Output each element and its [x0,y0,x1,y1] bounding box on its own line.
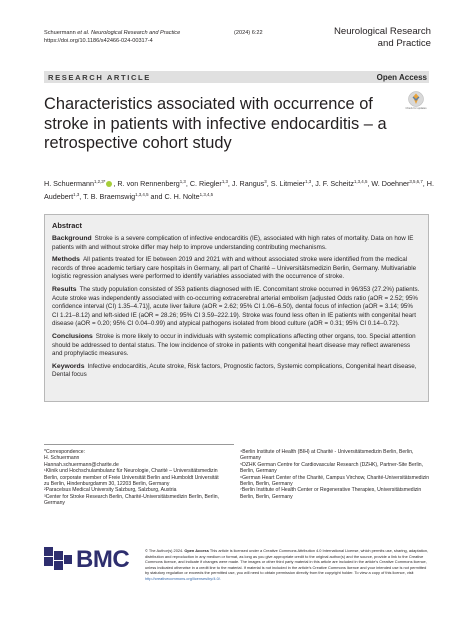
open-access-badge: Open Access [376,72,427,82]
license-text: This article is licensed under a Creative Commons Attribution 4.0 International License, which permits use, sharing, adaptation, distribution and reproduction in any medium or format, as long as you give appropriate credit to the original author(s) and the source, provide a link to the Creative Commons licence, and indicate if changes were made. The images or other third party material in this article are included in the article's Creative Commons licence, unless indicated otherwise in a credit line to the material. If material is not included in the article's Creative Commons licence and your intended use is not permitted by statutory regulation or exceeds the permitted use, you will need to obtain permission directly from the copyright holder. To view a copy of this licence, visit [145,548,429,575]
section-text: Stroke is more likely to occur in individuals with systemic complications affecting other organs, too. Special attention should be addressed to dental status. The low incidence of stroke in patients with congenital heart disease may reflect awareness and prophylactic measures. [52,332,416,358]
bmc-logo [44,545,136,575]
footnotes-left [44,449,224,507]
section-text: Stroke is a severe complication of infective endocarditis (IE), associated with high rates of mortality. Data on how IE patients with and without stroke differ may help to improve understanding contributing mechanisms. [52,235,414,251]
author-affiliation: 1,3 [221,179,228,184]
abstract-background [52,235,420,252]
crossmark-icon [408,91,424,107]
footnote-line: ⁴Berlin Institute of Health (BIH) at Charité - Universitätsmedizin Berlin, Berlin, Germany [240,449,414,462]
citation-etal: et al. [77,30,90,36]
author-name: , R. von Rennenberg [113,179,180,188]
author-name: , C. Riegler [185,179,222,188]
author-affiliation: 1,3 [305,179,312,184]
orcid-icon[interactable] [106,181,112,187]
section-label: Background [52,235,92,242]
author-affiliation: 1,3,4,5 [199,192,214,197]
citation-journal: Neurological Research and Practice [90,30,181,36]
article-title: Characteristics associated with occurrence of stroke in patients with infective endocarditis – a retrospective cohort study [44,95,387,152]
license-copyright: © The Author(s) 2024. [145,548,184,553]
footnote-line: H. Schuermann [44,455,80,462]
section-label: Keywords [52,362,85,370]
license-notice [145,548,430,581]
author-affiliation: 1,2,3* [93,179,106,184]
footnotes-right [240,449,430,500]
author-name: , J. Rangus [227,179,265,188]
footnote-line: ¹Klinik und Hochschulambulanz für Neurologie, Charité – Universitätsmedizin Berlin, corporate member of Freie Universität Berlin and Humboldt Universität zu Berlin, Hindenburgdamm 30, 12203 Berlin, Germany [44,468,219,488]
section-text: Infective endocarditis, Acute stroke, Risk factors, Prognostic factors, Systemic complications, Congenital heart disease, Dental focus [52,362,417,379]
article-type: RESEARCH ARTICLE [48,72,151,82]
footnote-line: ⁵DZHK German Centre for Cardiovascular Research (DZHK), Partner-Site Berlin, Berlin, Germany [240,461,423,475]
author-name: , S. Litmeier [266,179,306,188]
running-citation [44,30,180,45]
author-affiliation: 1,3 [73,192,80,197]
author-affiliation: 3 [264,179,267,184]
abstract-heading: Abstract [52,221,82,230]
section-label: Results [52,285,77,293]
bmc-logo-text: BMC [76,546,130,573]
doi-link[interactable]: https://doi.org/10.1186/s42466-024-00317-4 [44,37,153,44]
footnote-line: ⁷Berlin Institute of Health Center or Regenerative Therapies, Universitätsmedizin Berlin, Berlin, Germany [240,487,422,500]
footnote-line: *Correspondence: [44,449,86,455]
footnote-line: ³Center for Stroke Research Berlin, Charité-Universitätsmedizin Berlin, Berlin, Germany [44,493,219,507]
citation-volume: (2024) 6:22 [234,30,263,36]
author-affiliation: 1,3,4,5 [353,179,368,184]
section-label: Conclusions [52,332,93,340]
author-name: , W. Doehner [367,179,410,188]
journal-name [334,26,431,49]
author-name: , J. F. Scheitz [311,179,354,188]
section-text: The study population consisted of 353 patients diagnosed with IE. Concomitant stroke occurred in 96/353 (27.2%) patients. Acute stroke was independently associated with co-occurring extracerebral arterial embolism [adjusted Odds ratio (aOR = 2.52; 95% confidence interval (CI) 1.35–4.71)], acute liver failure (aOR = 2.62; 95% CI 1.06–6.50), dental focus of infection (aOR = 3.14; 95% CI 1.21–8.12) and left-sided IE (aOR = 28.26; 95% CI 3.59–222.19). Stroke was found less often in IE patients with congenital heart disease (aOR = 0.20; 95% CI 0.04–0.99) and atypical pathogens isolated from blood culture (aOR = 0.31; 95% CI 0.14–0.72). [52,285,420,328]
abstract-box [44,214,429,402]
section-label: Methods [52,256,80,264]
article-type-bar [44,71,429,83]
author-affiliation: 3,5,6,7 [409,179,423,184]
footnote-divider [44,444,234,445]
bmc-logo-icon [44,547,72,573]
abstract-keywords [52,363,420,380]
author-name: H. Schuermann [44,179,94,188]
citation-authors: Schuermann [44,30,76,36]
abstract-conclusions [52,333,420,359]
license-link[interactable]: http://creativecommons.org/licenses/by/4.0/. [145,575,221,581]
journal-name-line2: and Practice [377,37,431,49]
license-open-access: Open Access [184,548,209,553]
abstract-methods [52,256,420,282]
author-name: , H. Audebert [44,179,434,201]
author-list [44,176,434,202]
check-for-updates-button[interactable] [405,91,427,119]
journal-name-line1: Neurological Research [333,26,431,37]
footnote-line: ²Paracelsus Medical University Salzburg, Salzburg, Austria [44,487,177,494]
section-text: All patients treated for IE between 2019 and 2021 with and without associated stroke were identified from the medical records of three academic tertiary care hospitals in Germany, all part of Charité – Universitätsmedizin Berlin, Germany. Multivariable logistic regression analyses were performed to identify variables associated with the occurrence of stroke. [52,256,417,281]
check-for-updates-label: Check for updates [405,107,427,110]
author-affiliation: 1,3 [179,179,186,184]
footnote-line: ⁶German Heart Center of the Charité, Campus Virchow, Charité-Universitätsmedizin Berlin, Berlin, Germany [240,474,430,488]
author-affiliation: 1,3,4,5 [135,192,149,197]
correspondence-email[interactable]: Hannah.schuermann@charite.de [44,461,119,468]
abstract-results [52,286,420,329]
author-name: and C. H. Nolte [148,192,200,201]
author-name: , T. B. Braemswig [79,192,136,201]
